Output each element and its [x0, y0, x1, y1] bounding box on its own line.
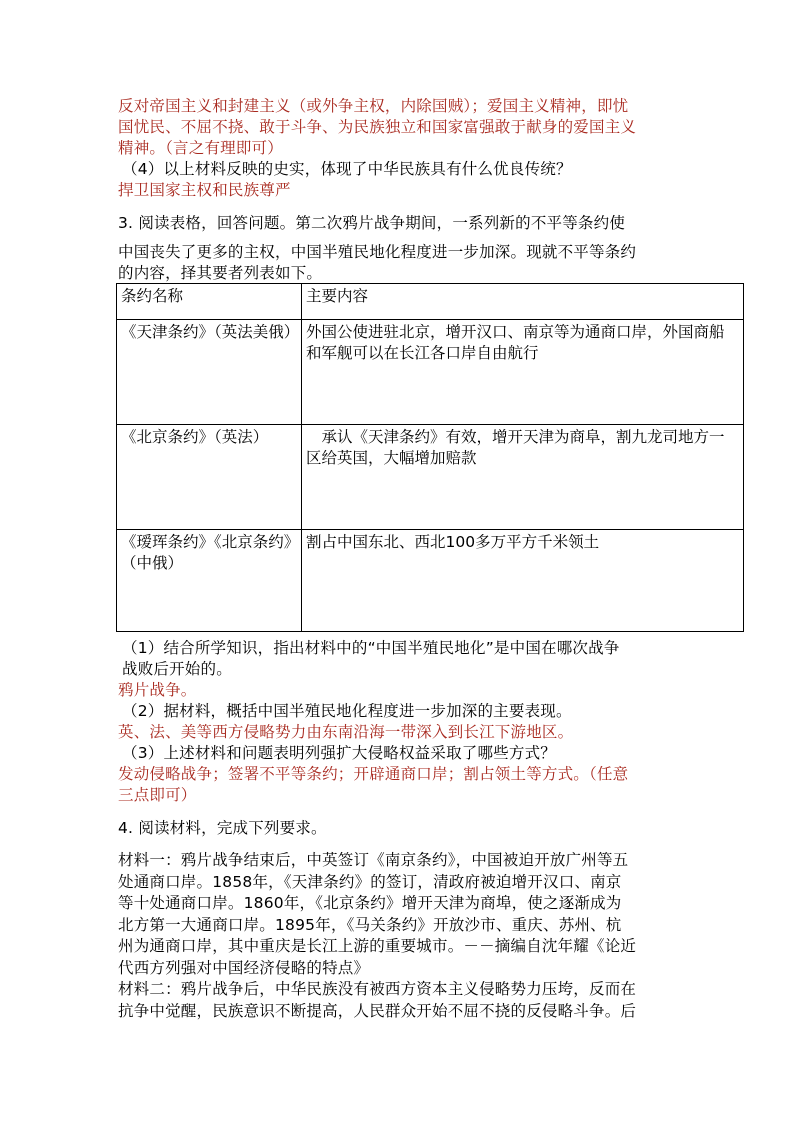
material-line: 材料二：鸦片战争后，中华民族没有被西方资本主义侵略势力压垮，反而在: [118, 980, 637, 998]
intro-line: 的内容，择其要者列表如下。: [118, 264, 323, 282]
answer-line: 国忧民、不屈不挠、敢于斗争、为民族独立和国家富强敢于献身的爱国主义: [118, 118, 637, 136]
question-3-2: （2）据材料，概括中国半殖民地化程度进一步加深的主要表现。: [122, 702, 572, 720]
question-3-3: （3）上述材料和问题表明列强扩大侵略权益采取了哪些方式？: [122, 744, 556, 762]
material-line: 材料一：鸦片战争结束后，中英签订《南京条约》，中国被迫开放广州等五: [118, 851, 629, 869]
material-line: 代西方列强对中国经济侵略的特点》: [118, 958, 370, 977]
treaty-table: [116, 283, 744, 632]
treaty-name-cell: 《瑷珲条约》《北京条约》（中俄）: [117, 530, 302, 632]
answer-line: 三点即可）: [118, 786, 197, 804]
treaty-content-cell: 割占中国东北、西北100多万平方千米领土: [302, 530, 744, 632]
treaty-content-cell: 外国公使进驻北京，增开汉口、南京等为通商口岸，外国商船和军舰可以在长江各口岸自由航行: [302, 320, 744, 425]
material-line: 处通商口岸。1858年，《天津条约》的签订，清政府被迫增开汉口、南京: [118, 872, 622, 891]
answer-q3-continued: [118, 96, 688, 159]
answer-3-1: 鸦片战争。: [118, 681, 197, 699]
section-4-intro: 4. 阅读材料，完成下列要求。: [118, 819, 327, 837]
material-line: 抗争中觉醒，民族意识不断提高，人民群众开始不屈不挠的反侵略斗争。后: [118, 1001, 637, 1020]
table-row: [117, 530, 744, 632]
answer-line: 反对帝国主义和封建主义（或外争主权，内除国贼）；爱国主义精神，即忧: [118, 97, 629, 115]
treaty-content-cell: 承认《天津条约》有效，增开天津为商阜，割九龙司地方一区给英国，大幅增加赔款: [302, 425, 744, 530]
answer-3-2: 英、法、美等西方侵略势力由东南沿海一带深入到长江下游地区。: [118, 723, 574, 741]
table-header-row: [117, 284, 744, 320]
treaty-name-cell: 《天津条约》（英法美俄）: [117, 320, 302, 425]
answer-4: 捍卫国家主权和民族尊严: [118, 181, 291, 199]
answer-3-3: [118, 764, 688, 806]
header-main-content: 主要内容: [302, 284, 744, 320]
question-4: （4）以上材料反映的史实，体现了中华民族具有什么优良传统？: [122, 160, 572, 178]
table-row: [117, 425, 744, 530]
table-row: [117, 320, 744, 425]
question-line: 战败后开始的。: [122, 660, 232, 678]
intro-line: 3. 阅读表格，回答问题。第二次鸦片战争期间，一系列新的不平等条约使: [118, 214, 626, 232]
intro-line: 中国丧失了更多的主权，中国半殖民地化程度进一步加深。现就不平等条约: [118, 243, 637, 261]
question-line: （1）结合所学知识，指出材料中的“中国半殖民地化”是中国在哪次战争: [122, 639, 620, 657]
material-line: 等十处通商口岸。1860年，《北京条约》增开天津为商埠，使之逐渐成为: [118, 894, 622, 912]
material-line: 北方第一大通商口岸。1895年，《马关条约》开放沙市、重庆、苏州、杭: [118, 915, 622, 934]
answer-line: 精神。（言之有理即可）: [118, 139, 283, 157]
section-3-intro: [118, 213, 688, 284]
material-1: [118, 850, 688, 1022]
material-line: 州为通商口岸，其中重庆是长江上游的重要城市。－－摘编自沈年耀《论近: [118, 937, 637, 955]
answer-line: 发动侵略战争；签署不平等条约；开辟通商口岸；割占领土等方式。（任意: [118, 765, 629, 783]
treaty-name-cell: 《北京条约》（英法）: [117, 425, 302, 530]
question-3-1: [118, 638, 692, 680]
header-treaty-name: 条约名称: [117, 284, 302, 320]
